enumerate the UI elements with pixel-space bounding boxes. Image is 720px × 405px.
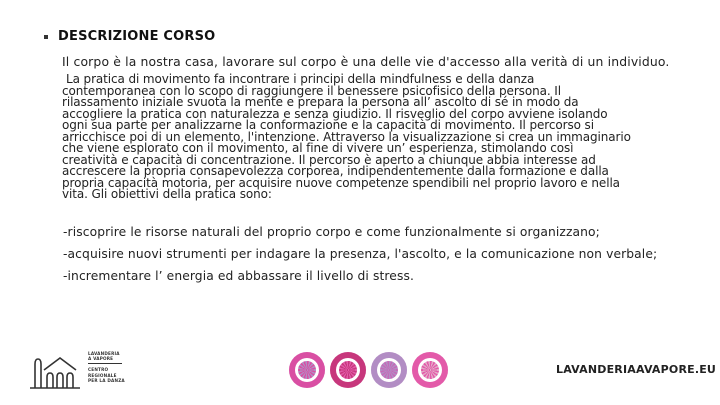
org-line: REGIONALE	[88, 372, 117, 378]
building-logo-icon	[28, 350, 84, 390]
heading-row	[44, 29, 215, 44]
org-line: CENTRO	[88, 367, 109, 373]
paragraph-line: accogliere la pratica con naturalezza e senza giudizio. Il risveglio del corpo avviene isolando	[62, 106, 608, 121]
paragraph-line: ogni sua parte per analizzarne la conformazione e la capacità di movimento. Il percorso si	[62, 118, 594, 132]
org-line: LAVANDERIA	[88, 351, 120, 356]
slide-heading: DESCRIZIONE CORSO	[58, 29, 216, 44]
goals-list	[63, 221, 683, 287]
goal-item: -riscoprire le risorse naturali del proprio corpo e come funzionalmente si organizzano;	[63, 225, 600, 239]
paragraph-line: che viene esplorato con il movimento, al fine di vivere un’ esperienza, stimolando così	[62, 141, 574, 155]
paragraph-line: creatività e capacità di concentrazione. Il percorso è aperto a chiunque abbia interesse ad	[62, 152, 596, 167]
paragraph-line: vita. Gli obiettivi della pratica sono:	[62, 187, 272, 201]
partner-logo-icon	[412, 352, 448, 388]
partner-logo-icon	[289, 352, 325, 388]
goal-item: -acquisire nuovi strumenti per indagare la presenza, l'ascolto, e la comunicazione non verbale;	[63, 247, 658, 261]
description-paragraph	[62, 74, 658, 201]
org-line: PER LA DANZA	[88, 377, 125, 383]
paragraph-line: accrescere la propria consapevolezza corporea, indipendentemente dalla formazione e dalla	[62, 164, 609, 178]
partner-logo-icon	[371, 352, 407, 388]
paragraph-line: contemporanea con lo scopo di raggiungere il benessere psicofisico della persona. Il	[62, 83, 561, 98]
paragraph-line: propria capacità motoria, per acquisire nuove competenze spendibili nel proprio lavoro e nella	[62, 175, 620, 190]
intro-text: Il corpo è la nostra casa, lavorare sul corpo è una delle vie d'accesso alla verità di un individuo.	[62, 54, 670, 69]
goal-item: -incrementare l’ energia ed abbassare il livello di stress.	[63, 269, 414, 283]
paragraph-line: rilassamento iniziale svuota la mente e prepara la persona all’ ascolto di sé in modo da	[62, 95, 579, 109]
bullet-marker	[44, 35, 48, 39]
divider	[88, 363, 122, 364]
org-line: A VAPORE	[88, 356, 114, 362]
paragraph-line: La pratica di movimento fa incontrare i principi della mindfulness e della danza	[66, 72, 535, 86]
website-url: LAVANDERIAAVAPORE.EU	[556, 363, 717, 376]
paragraph-line: arricchisce poi di un elemento, l'intenzione. Attraverso la visualizzazione si crea un immaginario	[62, 129, 631, 144]
organization-label	[88, 351, 134, 383]
partner-logo-icon	[330, 352, 366, 388]
partner-logos	[289, 352, 448, 392]
